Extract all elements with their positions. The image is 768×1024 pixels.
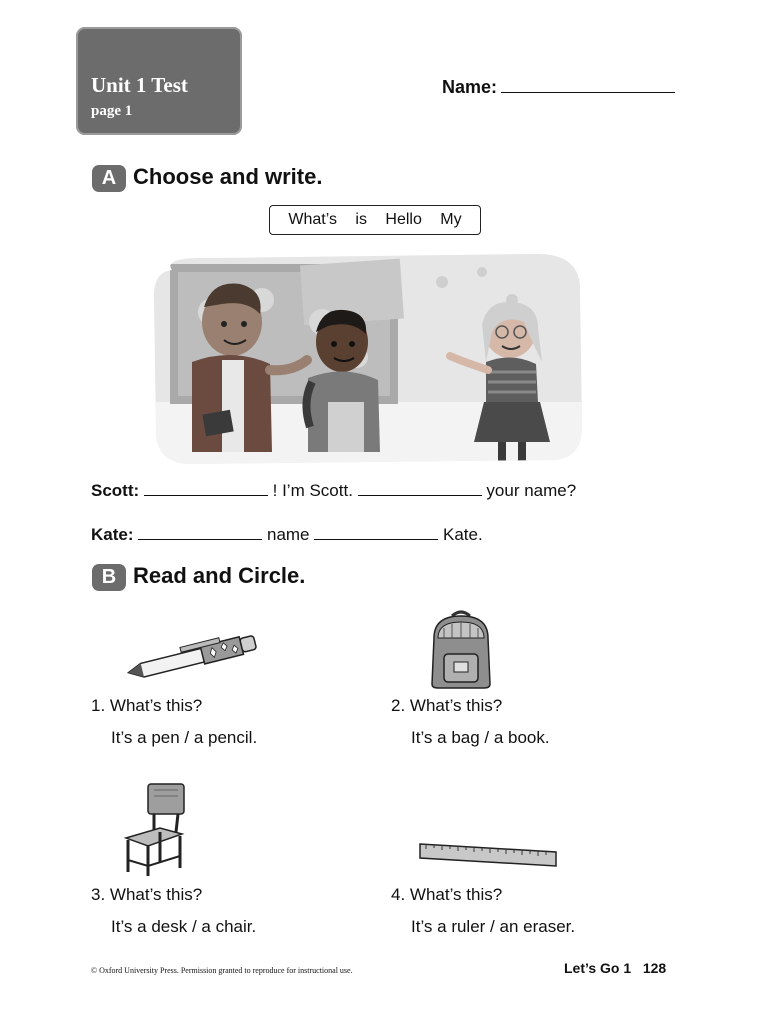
answer-choice-1[interactable]: It’s a pen / a pencil. <box>111 728 258 747</box>
name-blank[interactable] <box>501 76 675 93</box>
page-footer <box>564 960 666 976</box>
word-bank-item: My <box>440 211 462 228</box>
answer-choice-4[interactable]: It’s a ruler / an eraser. <box>411 917 576 936</box>
dialog-line-kate <box>91 525 483 545</box>
answer-blank[interactable] <box>138 525 262 540</box>
pen-icon <box>122 628 268 680</box>
unit-title-box <box>76 27 242 135</box>
dialog-line-scott <box>91 481 576 501</box>
answer-blank[interactable] <box>144 481 268 496</box>
name-field[interactable] <box>442 76 675 98</box>
speaker-label: Scott: <box>91 481 140 500</box>
section-b-letter: B <box>92 564 126 591</box>
chair-icon <box>120 780 190 878</box>
word-bank-item: What’s <box>288 211 338 228</box>
answer-blank[interactable] <box>358 481 482 496</box>
page-label: page 1 <box>91 103 133 119</box>
question-4: 4. What’s this? <box>391 885 503 904</box>
section-b-heading <box>92 563 305 591</box>
backpack-icon <box>424 608 498 690</box>
unit-title: Unit 1 Test <box>91 73 188 97</box>
answer-choice-2[interactable]: It’s a bag / a book. <box>411 728 550 747</box>
ruler-icon <box>416 838 560 870</box>
section-a-title: Choose and write. <box>133 164 323 189</box>
name-label: Name: <box>442 77 498 97</box>
speaker-label: Kate: <box>91 525 134 544</box>
kids-illustration <box>152 252 584 464</box>
answer-choice-3[interactable]: It’s a desk / a chair. <box>111 917 257 936</box>
answer-blank[interactable] <box>314 525 438 540</box>
book-title: Let’s Go 1 <box>564 960 632 976</box>
section-a-letter: A <box>92 165 126 192</box>
word-bank-item: Hello <box>385 211 422 228</box>
dialog-text: your name? <box>486 481 577 500</box>
section-a-heading <box>92 164 322 192</box>
dialog-text: name <box>266 525 310 544</box>
page-number: 128 <box>642 960 667 976</box>
question-2: 2. What’s this? <box>391 696 503 715</box>
question-3: 3. What’s this? <box>91 885 203 904</box>
section-b-title: Read and Circle. <box>133 563 306 588</box>
dialog-text: ! I’m Scott. <box>272 481 353 500</box>
question-1: 1. What’s this? <box>91 696 203 715</box>
dialog-text: Kate. <box>442 525 483 544</box>
word-bank <box>269 205 481 235</box>
copyright-notice: © Oxford University Press. Permission granted to reproduce for instructional use. <box>91 966 353 975</box>
word-bank-item: is <box>355 211 367 228</box>
